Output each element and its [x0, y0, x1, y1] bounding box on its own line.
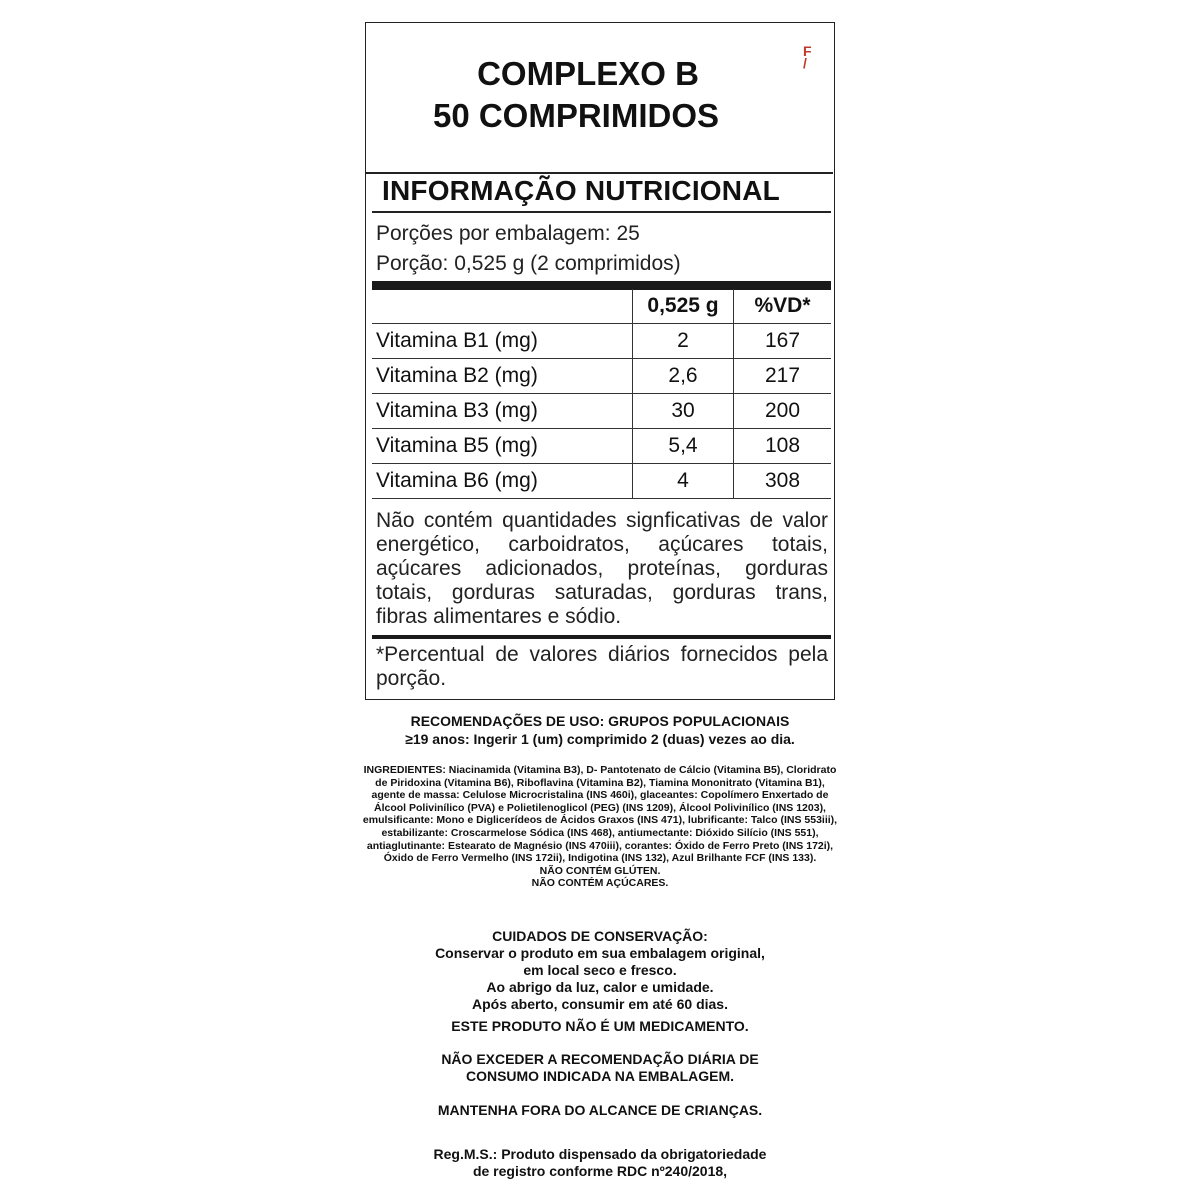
not-significant-notice: Não contém quantidades signficativas de valor energético, carboidratos, açúcares totais, açúcares adicionados, proteínas, gorduras totais, gorduras saturadas, gorduras trans, fibras alimentares e sódio. [376, 509, 828, 628]
ingredients-block [360, 764, 840, 890]
header-dv: %VD* [734, 289, 832, 324]
nutrient-amount: 30 [633, 394, 734, 429]
product-name: COMPLEXO B [477, 55, 699, 92]
gluten-statement: NÃO CONTÉM GLÚTEN. [539, 864, 661, 877]
table-row [372, 359, 831, 394]
servings-per-package: Porções por embalagem: 25 [376, 222, 640, 245]
product-header [366, 23, 833, 174]
divider [372, 635, 831, 639]
table-row [372, 394, 831, 429]
table-row [372, 324, 831, 359]
nutrient-dv: 200 [734, 394, 832, 429]
storage-line: Conservar o produto em sua embalagem original, [435, 945, 765, 961]
table-row [372, 464, 831, 499]
storage-line: Ao abrigo da luz, calor e umidade. [486, 979, 714, 995]
dosage-warning-line: NÃO EXCEDER A RECOMENDAÇÃO DIÁRIA DE [441, 1051, 759, 1067]
nutrient-name: Vitamina B2 (mg) [372, 359, 633, 394]
sugar-statement: NÃO CONTÉM AÇÚCARES. [531, 877, 669, 890]
not-medicine-warning: ESTE PRODUTO NÃO É UM MEDICAMENTO. [451, 1018, 749, 1034]
header-blank-cell [372, 289, 633, 324]
table-header-row [372, 289, 831, 324]
nutrition-title: INFORMAÇÃO NUTRICIONAL [382, 175, 780, 206]
header-amount: 0,525 g [633, 289, 734, 324]
nutrition-label [365, 22, 835, 700]
nutrient-dv: 108 [734, 429, 832, 464]
brand-logo-icon: F / [803, 43, 812, 71]
nutrient-dv: 217 [734, 359, 832, 394]
usage-recommendations [350, 712, 850, 748]
serving-size: Porção: 0,525 g (2 comprimidos) [376, 252, 681, 275]
registration-info [350, 1146, 850, 1180]
divider [372, 211, 831, 213]
registration-line: de registro conforme RDC nº240/2018, [472, 1163, 728, 1179]
dv-footnote: *Percentual de valores diários fornecidos pela porção. [376, 643, 828, 690]
nutrient-name: Vitamina B1 (mg) [372, 324, 633, 359]
nutrient-dv: 167 [734, 324, 832, 359]
product-quantity: 50 COMPRIMIDOS [432, 97, 720, 134]
registration-line: Reg.M.S.: Produto dispensado da obrigatoriedade [433, 1146, 767, 1162]
storage-instructions [350, 928, 850, 1013]
children-warning: MANTENHA FORA DO ALCANCE DE CRIANÇAS. [437, 1102, 763, 1118]
usage-dosage: ≥19 anos: Ingerir 1 (um) comprimido 2 (duas) vezes ao dia. [405, 731, 795, 747]
nutrient-amount: 5,4 [633, 429, 734, 464]
storage-title: CUIDADOS DE CONSERVAÇÃO: [492, 928, 708, 944]
nutrient-name: Vitamina B6 (mg) [372, 464, 633, 499]
usage-title: RECOMENDAÇÕES DE USO: GRUPOS POPULACIONAIS [410, 713, 790, 729]
table-row [372, 429, 831, 464]
nutrition-table [372, 289, 831, 499]
nutrient-amount: 2,6 [633, 359, 734, 394]
nutrient-name: Vitamina B5 (mg) [372, 429, 633, 464]
nutrient-amount: 4 [633, 464, 734, 499]
storage-line: Após aberto, consumir em até 60 dias. [472, 996, 728, 1012]
dosage-warning-line: CONSUMO INDICADA NA EMBALAGEM. [465, 1068, 735, 1084]
nutrient-dv: 308 [734, 464, 832, 499]
ingredients-text: INGREDIENTES: Niacinamida (Vitamina B3), D- Pantotenato de Cálcio (Vitamina B5), Cloridrato de Piridoxina (Vitamina B6), Riboflavina (Vitamina B2), Tiamina Mononitrato (Vitamina B1), agente de massa: Celulose Microcristalina (INS 460i), glaceantes: Copolímero Enxertado de Álcool Polivinílico (PVA) e Polietilenoglicol (PEG) (INS 1209), Álcool Polivinílico (INS 1203), emulsificante: Mono e Diglicerídeos de Ácidos Graxos (INS 471), lubrificante: Talco (INS 553iii), estabilizante: Croscarmelose Sódica (INS 468), antiumectante: Dióxido Silício (INS 551), antiaglutinante: Estearato de Magnésio (INS 470iii), corantes: Óxido de Ferro Preto (INS 172i), Óxido de Ferro Vermelho (INS 172ii), Indigotina (INS 132), Azul Brilhante FCF (INS 133). [362, 764, 838, 865]
nutrient-amount: 2 [633, 324, 734, 359]
nutrient-name: Vitamina B3 (mg) [372, 394, 633, 429]
dosage-warning [350, 1051, 850, 1085]
storage-line: em local seco e fresco. [523, 962, 677, 978]
